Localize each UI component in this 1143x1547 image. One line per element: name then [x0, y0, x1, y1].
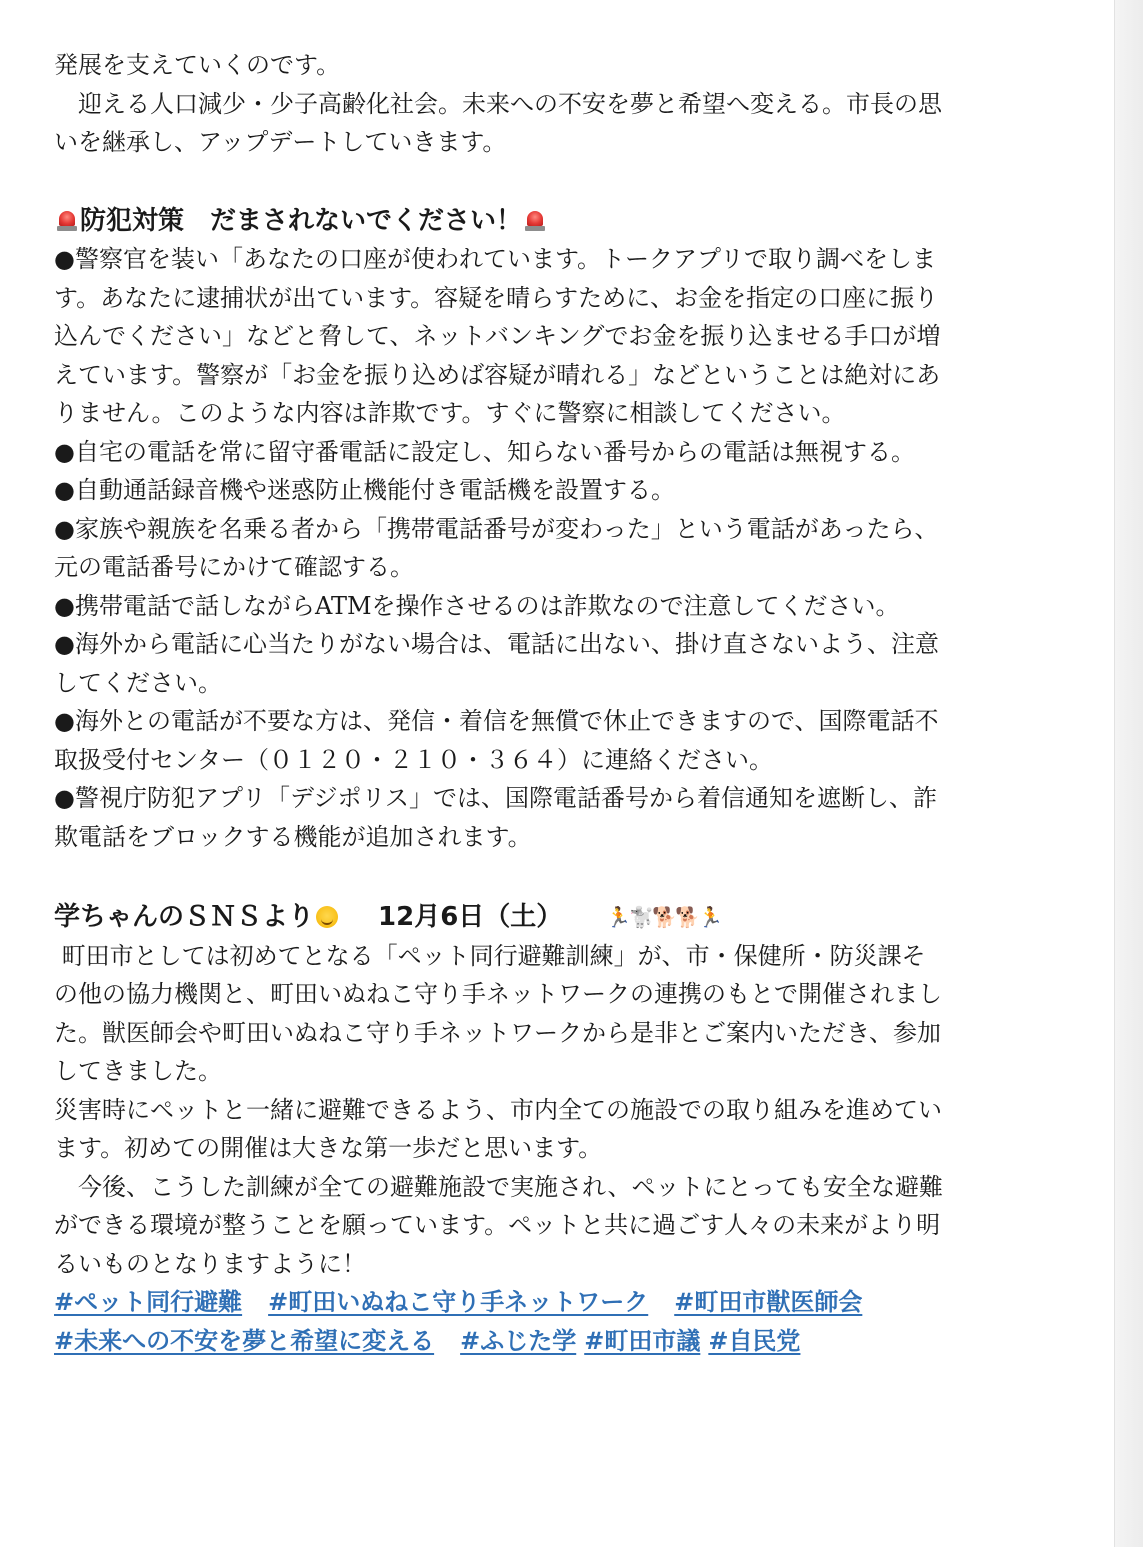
text-line: 災害時にペットと一緒に避難できるよう、市内全ての施設での取り組みを進めてい	[54, 1095, 942, 1124]
text-line: す。あなたに逮捕状が出ています。容疑を晴らすために、お金を指定の口座に振り	[54, 283, 939, 312]
text-line: 取扱受付センター（０１２０・２１０・３６４）に連絡ください。	[54, 745, 774, 774]
police-light-icon	[525, 209, 545, 233]
heading-text: 防犯対策 だまされないでください！	[80, 205, 523, 236]
text-line: た。獣医師会や町田いぬねこ守り手ネットワークから是非とご案内いただき、参加	[54, 1018, 942, 1047]
text-line: ●家族や親族を名乗る者から「携帯電話番号が変わった」という電話があったら、	[54, 514, 939, 543]
intro-section	[54, 46, 1054, 162]
dog-icon: 🐕	[652, 905, 678, 929]
text-line: してきました。	[54, 1057, 222, 1085]
hashtag-link[interactable]: #自民党	[708, 1326, 801, 1355]
hashtag-link[interactable]: #町田市獣医師会	[674, 1288, 863, 1316]
text-line: 今後、こうした訓練が全ての避難施設で実施され、ペットにとっても安全な避難	[54, 1172, 943, 1201]
text-line: ●海外との電話が不要な方は、発信・着信を無償で休止できますので、国際電話不	[54, 707, 939, 735]
hashtag-row	[54, 1322, 1054, 1361]
text-line: 元の電話番号にかけて確認する。	[54, 553, 414, 581]
post-date: 12月6日（土）	[378, 902, 563, 932]
text-line: るいものとなりますように！	[54, 1249, 366, 1278]
smiling-face-icon	[316, 906, 338, 928]
text-line: 町田市としては初めてとなる「ペット同行避難訓練」が、市・保健所・防災課そ	[54, 941, 926, 970]
text-line: 欺電話をブロックする機能が追加されます。	[54, 822, 532, 851]
text-line: ●携帯電話で話しながらATMを操作させるのは詐欺なので注意してください。	[54, 591, 900, 620]
article-body	[54, 46, 1054, 1360]
heading-text: 学ちゃんのＳＮＳより	[54, 902, 315, 932]
pet-emoji-row	[606, 898, 724, 937]
runner-icon: 🏃	[606, 905, 632, 929]
hashtag-link[interactable]: #ふじた学	[460, 1326, 577, 1355]
text-line: ●海外から電話に心当たりがない場合は、電話に出ない、掛け直さないよう、注意	[54, 630, 939, 658]
section-heading	[54, 898, 1054, 937]
text-line: えています。警察が「お金を振り込めば容疑が晴れる」などということは絶対にあ	[54, 360, 941, 389]
text-line: ●警察官を装い「あなたの口座が使われています。トークアプリで取り調べをしま	[54, 245, 937, 273]
text-line: ができる環境が整うことを願っています。ペットと共に過ごす人々の未来がより明	[54, 1211, 941, 1239]
hashtag-link[interactable]: #町田市議	[584, 1326, 701, 1355]
runner-icon: 🏃	[698, 905, 724, 929]
text-line: 迎える人口減少・少子高齢化社会。未来への不安を夢と希望へ変える。市長の思	[54, 89, 942, 118]
text-line: してください。	[54, 668, 222, 697]
section-heading	[54, 202, 1054, 241]
text-line: いを継承し、アップデートしていきます。	[54, 128, 507, 156]
text-line: ます。初めての開催は大きな第一歩だと思います。	[54, 1134, 603, 1162]
hashtag-link[interactable]: #未来への不安を夢と希望に変える	[54, 1326, 435, 1355]
crime-prevention-section	[54, 202, 1054, 857]
dog-icon: 🐕	[675, 905, 701, 929]
police-light-icon	[57, 209, 77, 233]
hashtag-link[interactable]: #町田いぬねこ守り手ネットワーク	[268, 1288, 649, 1316]
text-line: の他の協力機関と、町田いぬねこ守り手ネットワークの連携のもとで開催されまし	[54, 980, 942, 1008]
hashtag-link[interactable]: #ペット同行避難	[54, 1288, 243, 1316]
text-line: りません。このような内容は詐欺です。すぐに警察に相談してください。	[54, 399, 846, 427]
scroll-edge	[1114, 0, 1143, 1547]
poodle-icon: 🐩	[629, 905, 655, 929]
text-line: ●自宅の電話を常に留守番電話に設定し、知らない番号からの電話は無視する。	[54, 437, 915, 466]
text-line: 込んでください」などと脅して、ネットバンキングでお金を振り込ませる手口が増	[54, 322, 941, 350]
text-line: ●警視庁防犯アプリ「デジポリス」では、国際電話番号から着信通知を遮断し、詐	[54, 784, 938, 812]
text-line: ●自動通話録音機や迷惑防止機能付き電話機を設置する。	[54, 476, 675, 504]
hashtag-row	[54, 1283, 1054, 1322]
text-line: 発展を支えていくのです。	[54, 51, 341, 79]
sns-section	[54, 898, 1054, 1360]
